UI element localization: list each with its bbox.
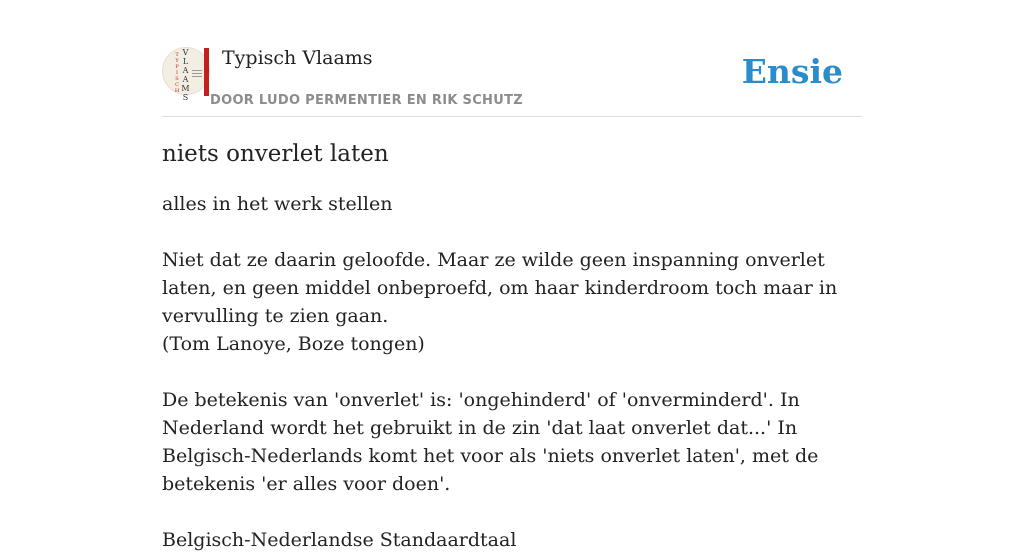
- cover-dark-lettering: V L A A M S: [181, 48, 190, 102]
- authors-byline: DOOR LUDO PERMENTIER EN RIK SCHUTZ: [210, 93, 523, 108]
- book-title-link[interactable]: Typisch Vlaams: [222, 47, 373, 69]
- entry-definition: alles in het werk stellen: [162, 193, 393, 215]
- cover-decoration: [192, 70, 202, 79]
- ensie-logo[interactable]: Ensie: [741, 52, 843, 91]
- book-cover-image[interactable]: [162, 47, 210, 102]
- entry-title: niets onverlet laten: [162, 141, 389, 167]
- header: [162, 44, 862, 117]
- example-source: (Tom Lanoye, Boze tongen): [162, 333, 425, 355]
- example-quote: Niet dat ze daarin geloofde. Maar ze wilde geen inspanning onverlet laten, en geen middel onbeproefd, om haar kinderdroom toch maar in vervulling te zien gaan.: [162, 249, 838, 327]
- entry-explanation: De betekenis van 'onverlet' is: 'ongehinderd' of 'onverminderd'. In Nederland wordt het gebruikt in de zin 'dat laat onverlet dat...' In Belgisch-Nederlands komt het voor als 'niets onverlet laten', met de betekenis 'er alles voor doen'.: [162, 389, 819, 495]
- entry-body: [162, 190, 867, 554]
- cover-spine: [204, 48, 209, 96]
- entry-content: [162, 138, 867, 554]
- cover-red-lettering: T Y P I S C H: [174, 52, 180, 94]
- entry-category: Belgisch-Nederlandse Standaardtaal: [162, 529, 517, 551]
